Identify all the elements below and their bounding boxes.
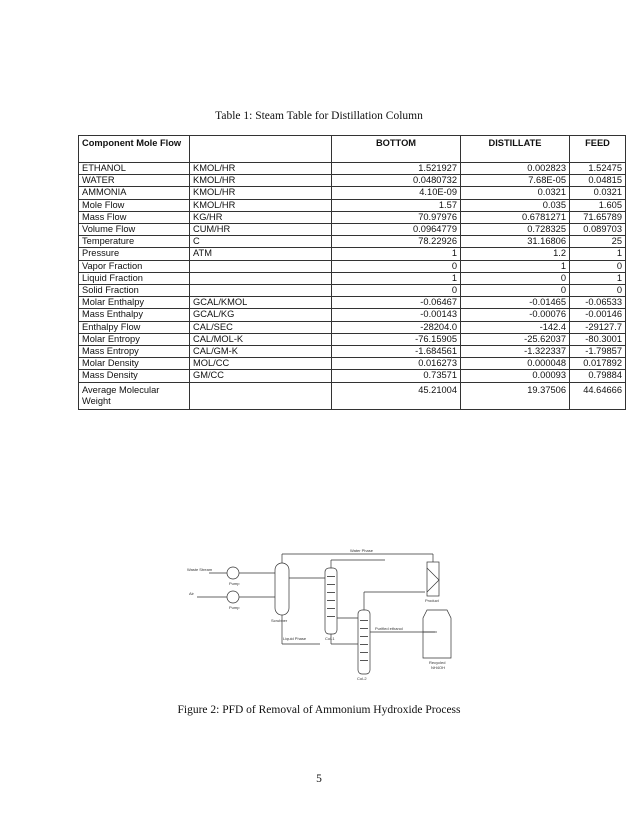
cell-component: Pressure	[79, 248, 190, 260]
cell-feed: 1.605	[570, 199, 626, 211]
cell-bottom: 1	[332, 248, 461, 260]
table-row	[79, 260, 626, 272]
cell-component: Mass Density	[79, 370, 190, 382]
cell-feed: -80.3001	[570, 333, 626, 345]
cell-feed: 71.65789	[570, 211, 626, 223]
cell-feed: 0.0321	[570, 187, 626, 199]
table-row	[79, 285, 626, 297]
cell-feed: 0	[570, 285, 626, 297]
cell-feed: 25	[570, 236, 626, 248]
header-feed: FEED	[570, 136, 626, 163]
cell-distillate: -142.4	[461, 321, 570, 333]
table-row	[79, 321, 626, 333]
cell-bottom: 0.73571	[332, 370, 461, 382]
cell-component: Molar Enthalpy	[79, 297, 190, 309]
cell-unit: KMOL/HR	[190, 175, 332, 187]
cell-bottom: -28204.0	[332, 321, 461, 333]
cell-unit: CUM/HR	[190, 224, 332, 236]
table-row	[79, 346, 626, 358]
header-unit	[190, 136, 332, 163]
cell-feed: -29127.7	[570, 321, 626, 333]
cell-unit: GCAL/KG	[190, 309, 332, 321]
cell-unit: KMOL/HR	[190, 163, 332, 175]
cell-component: Temperature	[79, 236, 190, 248]
cell-feed: -0.00146	[570, 309, 626, 321]
cell-distillate: 1.2	[461, 248, 570, 260]
label-pump-2: Pump	[229, 605, 240, 610]
cell-bottom: 0	[332, 285, 461, 297]
label-waste-stream: Waste Stream	[187, 567, 213, 572]
cell-distillate: 0.035	[461, 199, 570, 211]
cell-bottom: -76.15905	[332, 333, 461, 345]
cell-feed: 0	[570, 260, 626, 272]
label-recycled: Recycled	[429, 660, 446, 665]
table-row	[79, 272, 626, 284]
table-row	[79, 309, 626, 321]
cell-distillate: -0.01465	[461, 297, 570, 309]
process-flow-diagram	[175, 548, 475, 688]
cell-feed: 0.79884	[570, 370, 626, 382]
table-row	[79, 333, 626, 345]
label-water-phase: Water Phase	[350, 548, 373, 553]
cell-feed: 1.52475	[570, 163, 626, 175]
table-row	[79, 248, 626, 260]
cell-distillate: 0.728325	[461, 224, 570, 236]
cell-distillate: 0.0321	[461, 187, 570, 199]
cell-unit	[190, 272, 332, 284]
cell-unit: CAL/MOL-K	[190, 333, 332, 345]
product-filter	[427, 562, 439, 596]
cell-feed: 1	[570, 248, 626, 260]
cell-distillate: 0.000048	[461, 358, 570, 370]
recycle-tank	[423, 610, 451, 658]
label-purified-ethanol: Purified ethanol	[375, 626, 403, 631]
cell-bottom: -0.00143	[332, 309, 461, 321]
table-row	[79, 199, 626, 211]
cell-unit: MOL/CC	[190, 358, 332, 370]
cell-component: Solid Fraction	[79, 285, 190, 297]
label-col-2: Col-2	[357, 676, 367, 681]
table-row	[79, 370, 626, 382]
cell-unit	[190, 382, 332, 409]
cell-distillate: -0.00076	[461, 309, 570, 321]
table-row	[79, 175, 626, 187]
cell-bottom: 1.57	[332, 199, 461, 211]
cell-component: Molar Density	[79, 358, 190, 370]
header-bottom: BOTTOM	[332, 136, 461, 163]
table-row	[79, 163, 626, 175]
table-header-row	[79, 136, 626, 163]
cell-bottom: 78.22926	[332, 236, 461, 248]
cell-feed: 0.089703	[570, 224, 626, 236]
cell-unit: ATM	[190, 248, 332, 260]
cell-component: Molar Entropy	[79, 333, 190, 345]
cell-bottom: 0	[332, 260, 461, 272]
cell-bottom: 0.0480732	[332, 175, 461, 187]
table-row	[79, 358, 626, 370]
cell-distillate: 0.002823	[461, 163, 570, 175]
cell-component: Mass Flow	[79, 211, 190, 223]
cell-distillate: -25.62037	[461, 333, 570, 345]
cell-feed: -1.79857	[570, 346, 626, 358]
cell-component: Mole Flow	[79, 199, 190, 211]
cell-feed: -0.06533	[570, 297, 626, 309]
cell-unit: KMOL/HR	[190, 187, 332, 199]
cell-bottom: 0.016273	[332, 358, 461, 370]
table-row	[79, 236, 626, 248]
table-row	[79, 382, 626, 409]
cell-distillate: 31.16806	[461, 236, 570, 248]
table-row	[79, 187, 626, 199]
cell-bottom: 0.0964779	[332, 224, 461, 236]
column-2	[358, 610, 370, 674]
cell-feed: 0.017892	[570, 358, 626, 370]
cell-component: Enthalpy Flow	[79, 321, 190, 333]
cell-bottom: 4.10E-09	[332, 187, 461, 199]
cell-unit: CAL/SEC	[190, 321, 332, 333]
cell-bottom: 45.21004	[332, 382, 461, 409]
label-nh4oh: NH4OH	[431, 665, 446, 670]
cell-distillate: 19.37506	[461, 382, 570, 409]
table-row	[79, 211, 626, 223]
cell-feed: 1	[570, 272, 626, 284]
cell-unit: CAL/GM-K	[190, 346, 332, 358]
scrubber-vessel	[275, 563, 289, 615]
cell-unit	[190, 260, 332, 272]
header-component: Component Mole Flow	[79, 136, 190, 163]
cell-unit	[190, 285, 332, 297]
cell-component: WATER	[79, 175, 190, 187]
steam-table	[78, 135, 626, 410]
cell-component: Mass Enthalpy	[79, 309, 190, 321]
label-col-1: Col-1	[325, 636, 335, 641]
cell-unit: KMOL/HR	[190, 199, 332, 211]
cell-bottom: 1	[332, 272, 461, 284]
figure-caption: Figure 2: PFD of Removal of Ammonium Hydroxide Process	[177, 704, 461, 716]
cell-component: Volume Flow	[79, 224, 190, 236]
page-number: 5	[316, 773, 322, 785]
cell-distillate: -1.322337	[461, 346, 570, 358]
label-air: Air	[189, 591, 194, 596]
cell-component: Average Molecular Weight	[79, 382, 190, 409]
cell-distillate: 0	[461, 272, 570, 284]
cell-distillate: 1	[461, 260, 570, 272]
cell-distillate: 7.68E-05	[461, 175, 570, 187]
cell-unit: KG/HR	[190, 211, 332, 223]
table-caption: Table 1: Steam Table for Distillation Column	[215, 110, 423, 122]
cell-feed: 0.04815	[570, 175, 626, 187]
table-row	[79, 224, 626, 236]
label-product: Product	[425, 598, 439, 603]
label-pump-1: Pump	[229, 581, 240, 586]
cell-component: Vapor Fraction	[79, 260, 190, 272]
cell-component: Liquid Fraction	[79, 272, 190, 284]
cell-distillate: 0.00093	[461, 370, 570, 382]
cell-bottom: 1.521927	[332, 163, 461, 175]
table-row	[79, 297, 626, 309]
cell-unit: GM/CC	[190, 370, 332, 382]
cell-component: Mass Entropy	[79, 346, 190, 358]
cell-bottom: -1.684561	[332, 346, 461, 358]
cell-component: AMMONIA	[79, 187, 190, 199]
pump-1-shape	[227, 567, 239, 579]
label-scrubber: Scrubber	[271, 618, 288, 623]
header-distillate: DISTILLATE	[461, 136, 570, 163]
cell-unit: C	[190, 236, 332, 248]
cell-feed: 44.64666	[570, 382, 626, 409]
cell-unit: GCAL/KMOL	[190, 297, 332, 309]
cell-distillate: 0	[461, 285, 570, 297]
cell-component: ETHANOL	[79, 163, 190, 175]
label-liquid-phase: Liquid Phase	[283, 636, 307, 641]
cell-bottom: 70.97976	[332, 211, 461, 223]
pump-2-shape	[227, 591, 239, 603]
cell-bottom: -0.06467	[332, 297, 461, 309]
cell-distillate: 0.6781271	[461, 211, 570, 223]
